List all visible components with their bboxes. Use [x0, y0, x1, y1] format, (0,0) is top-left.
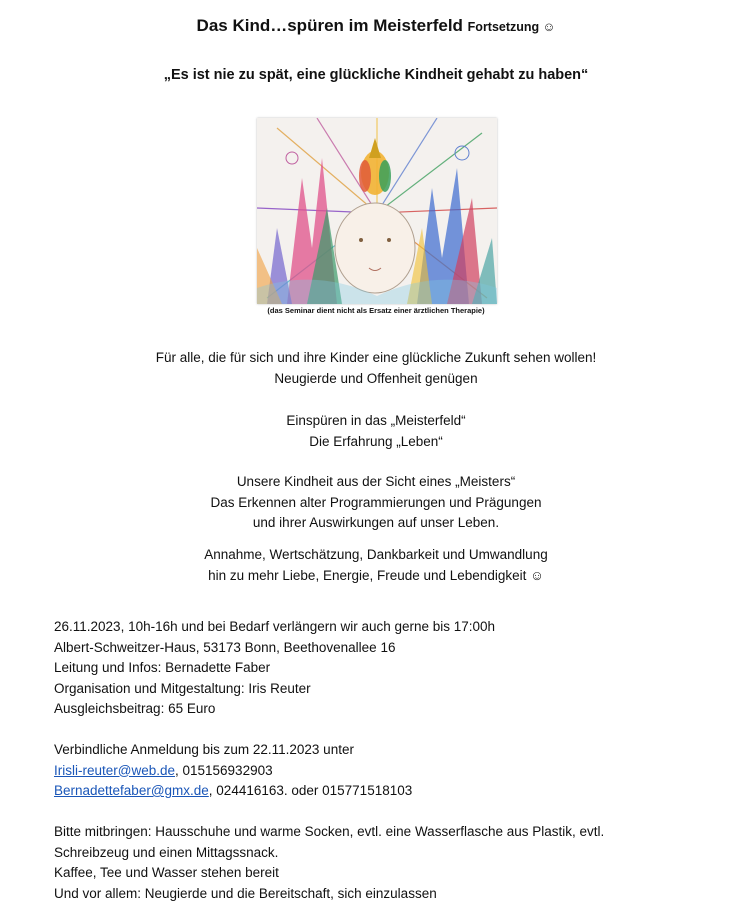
section2-line-2: Die Erfahrung „Leben“ — [309, 433, 443, 449]
section3-line-1: Unsere Kindheit aus der Sicht eines „Meisters“ — [236, 474, 516, 489]
section3-line-3: und ihrer Auswirkungen auf unser Leben. — [252, 515, 500, 530]
section3-line-2: Das Erkennen alter Programmierungen und Prägungen — [210, 494, 542, 510]
childhood-block — [0, 472, 752, 534]
contact-row-2 — [54, 781, 734, 802]
event-fee: Ausgleichsbeitrag: 65 Euro — [54, 701, 216, 716]
bring-line-2: Schreibzeug und einen Mittagssnack. — [54, 844, 279, 860]
email-link-bernadette[interactable]: Bernadettefaber@gmx.de — [54, 783, 209, 798]
section4-line-1: Annahme, Wertschätzung, Dankbarkeit und Umwandlung — [204, 547, 548, 562]
registration-deadline: Verbindliche Anmeldung bis zum 22.11.2023 unter — [54, 742, 354, 757]
intro-block — [0, 348, 752, 389]
bring-line-1: Bitte mitbringen: Hausschuhe und warme Socken, evtl. eine Wasserflasche aus Plastik, evtl. — [54, 824, 605, 839]
image-caption: (das Seminar dient nicht als Ersatz einer ärztlichen Therapie) — [267, 306, 485, 315]
event-location: Albert-Schweitzer-Haus, 53173 Bonn, Beethovenallee 16 — [54, 639, 396, 655]
colorful-drawing-image — [257, 118, 497, 304]
bring-line-3: Kaffee, Tee und Wasser stehen bereit — [54, 865, 279, 880]
event-date: 26.11.2023, 10h-16h und bei Bedarf verlängern wir auch gerne bis 17:00h — [54, 619, 496, 634]
transformation-block — [0, 545, 752, 586]
event-organisation: Organisation und Mitgestaltung: Iris Reuter — [54, 680, 311, 696]
phone-iris: , 015156932903 — [175, 762, 273, 778]
event-details — [54, 617, 734, 720]
title-suffix: Fortsetzung ☺ — [467, 20, 556, 34]
intro-line-2: Neugierde und Offenheit genügen — [274, 370, 478, 386]
phone-bernadette: , 024416163. oder 015771518103 — [208, 783, 413, 798]
bring-line-4: Und vor allem: Neugierde und die Bereitschaft, sich einzulassen — [54, 885, 437, 901]
event-lead: Leitung und Infos: Bernadette Faber — [54, 660, 271, 675]
section2-line-1: Einspüren in das „Meisterfeld“ — [286, 413, 466, 428]
registration-block — [54, 740, 734, 802]
title-text: Das Kind…spüren im Meisterfeld — [196, 16, 463, 35]
email-link-iris[interactable]: Irisli-reuter@web.de — [54, 762, 175, 778]
intro-line-1: Für alle, die für sich und ihre Kinder eine glückliche Zukunft sehen wollen! — [155, 350, 597, 365]
bring-block — [54, 822, 734, 904]
page-title — [0, 16, 752, 36]
meisterfeld-block — [0, 411, 752, 452]
quote-heading: „Es ist nie zu spät, eine glückliche Kindheit gehabt zu haben“ — [163, 67, 589, 83]
section4-line-2: hin zu mehr Liebe, Energie, Freude und Lebendigkeit ☺ — [208, 567, 544, 583]
contact-row-1 — [54, 761, 734, 782]
drawing-icon — [257, 118, 497, 304]
